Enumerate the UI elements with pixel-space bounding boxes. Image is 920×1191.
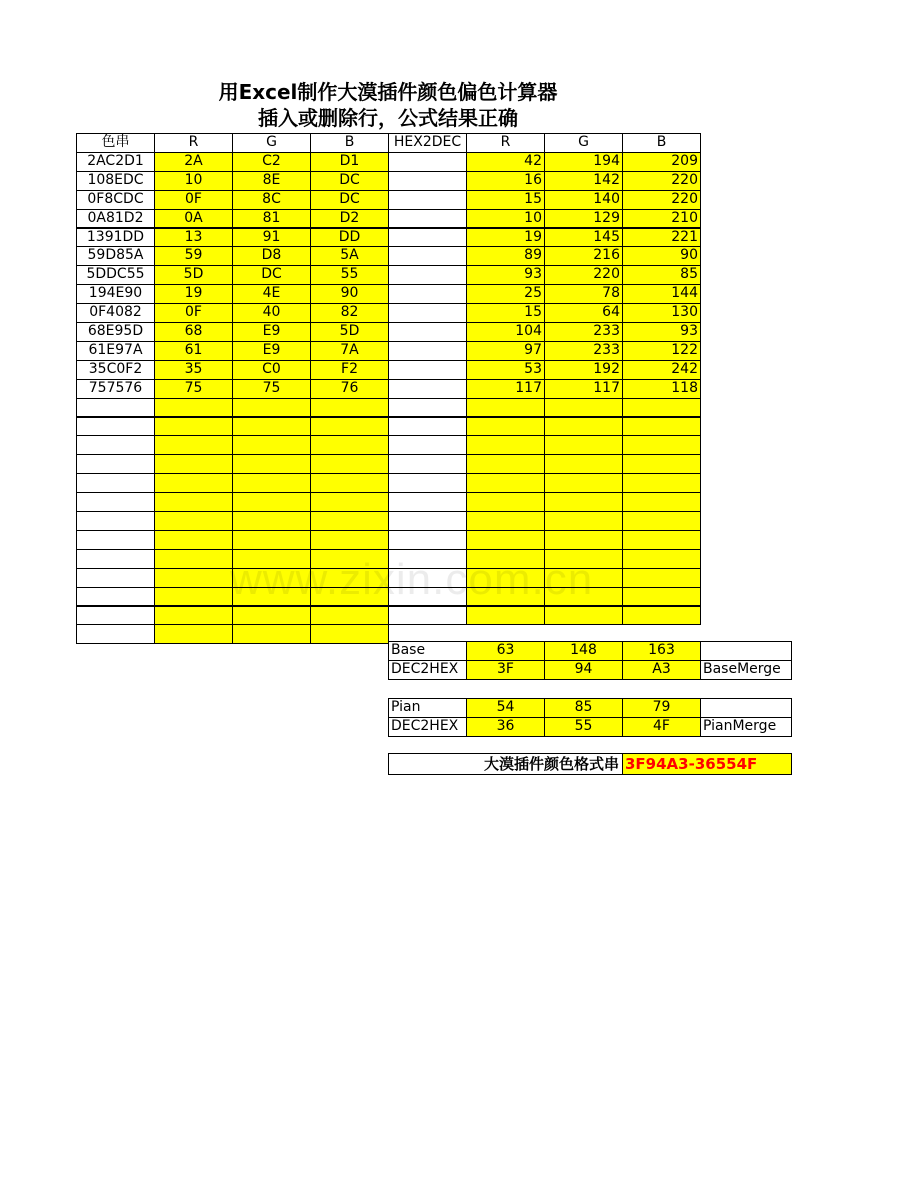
summary-g[interactable]: 148: [544, 641, 623, 661]
hex2dec-cell[interactable]: [388, 190, 467, 210]
dec-b-cell[interactable]: 144: [622, 284, 701, 304]
hex-b-cell[interactable]: DC: [310, 171, 389, 191]
empty-dec-r-cell[interactable]: [466, 454, 545, 474]
hex-b-cell[interactable]: F2: [310, 360, 389, 380]
hex-r-cell[interactable]: 19: [154, 284, 233, 304]
hex-r-cell[interactable]: 10: [154, 171, 233, 191]
hex-g-cell[interactable]: DC: [232, 265, 311, 285]
empty-hex-r-cell[interactable]: [154, 568, 233, 588]
hex-g-cell[interactable]: E9: [232, 322, 311, 342]
hex2dec-cell[interactable]: [388, 265, 467, 285]
dec-b-cell[interactable]: 242: [622, 360, 701, 380]
dec-g-cell[interactable]: 233: [544, 322, 623, 342]
empty-hex-g-cell[interactable]: [232, 417, 311, 437]
hex2dec-cell[interactable]: [388, 246, 467, 266]
empty-dec-r-cell[interactable]: [466, 511, 545, 531]
dec-r-cell[interactable]: 89: [466, 246, 545, 266]
hex-r-cell[interactable]: 75: [154, 379, 233, 399]
dec-r-cell[interactable]: 97: [466, 341, 545, 361]
dec-b-cell[interactable]: 90: [622, 246, 701, 266]
hex2dec-cell[interactable]: [388, 341, 467, 361]
summary-r[interactable]: 54: [466, 698, 545, 718]
empty-hex-g-cell[interactable]: [232, 606, 311, 626]
summary-g[interactable]: 55: [544, 717, 623, 737]
hex-r-cell[interactable]: 13: [154, 228, 233, 248]
empty-hex-r-cell[interactable]: [154, 454, 233, 474]
watermark: www.zixin.com.cn: [230, 555, 594, 604]
empty-hex-b-cell[interactable]: [310, 417, 389, 437]
dec-r-cell[interactable]: 16: [466, 171, 545, 191]
empty-color-string-cell[interactable]: [76, 587, 155, 607]
color-string-cell[interactable]: 5DDC55: [76, 265, 155, 285]
color-string-cell[interactable]: 59D85A: [76, 246, 155, 266]
dec-b-cell[interactable]: 210: [622, 209, 701, 229]
color-string-cell[interactable]: 68E95D: [76, 322, 155, 342]
summary-b[interactable]: 163: [622, 641, 701, 661]
empty-color-string-cell[interactable]: [76, 624, 155, 644]
summary-blank[interactable]: [700, 698, 792, 718]
empty-hex2dec-cell[interactable]: [388, 473, 467, 493]
dec-r-cell[interactable]: 15: [466, 190, 545, 210]
empty-dec-r-cell[interactable]: [466, 398, 545, 418]
hex-g-cell[interactable]: E9: [232, 341, 311, 361]
hex2dec-cell[interactable]: [388, 360, 467, 380]
empty-hex-g-cell[interactable]: [232, 511, 311, 531]
empty-dec-b-cell[interactable]: [622, 530, 701, 550]
hex-g-cell[interactable]: 8E: [232, 171, 311, 191]
summary-b[interactable]: 79: [622, 698, 701, 718]
empty-hex-g-cell[interactable]: [232, 454, 311, 474]
hex-r-cell[interactable]: 35: [154, 360, 233, 380]
empty-hex-r-cell[interactable]: [154, 435, 233, 455]
hex-b-cell[interactable]: 82: [310, 303, 389, 323]
color-string-cell[interactable]: 194E90: [76, 284, 155, 304]
hex2dec-cell[interactable]: [388, 379, 467, 399]
summary-r[interactable]: 63: [466, 641, 545, 661]
color-string-cell[interactable]: 0A81D2: [76, 209, 155, 229]
empty-dec-r-cell[interactable]: [466, 473, 545, 493]
empty-dec-r-cell[interactable]: [466, 492, 545, 512]
empty-hex-b-cell[interactable]: [310, 530, 389, 550]
color-string-cell[interactable]: 35C0F2: [76, 360, 155, 380]
dec-b-cell[interactable]: 118: [622, 379, 701, 399]
color-string-cell[interactable]: 0F8CDC: [76, 190, 155, 210]
dec-r-cell[interactable]: 15: [466, 303, 545, 323]
empty-hex-r-cell[interactable]: [154, 492, 233, 512]
hex-b-cell[interactable]: DC: [310, 190, 389, 210]
empty-dec-r-cell[interactable]: [466, 606, 545, 626]
hex-g-cell[interactable]: 91: [232, 228, 311, 248]
dec-g-cell[interactable]: 142: [544, 171, 623, 191]
empty-hex-b-cell[interactable]: [310, 454, 389, 474]
empty-dec-b-cell[interactable]: [622, 473, 701, 493]
empty-dec-g-cell[interactable]: [544, 417, 623, 437]
hex-g-cell[interactable]: D8: [232, 246, 311, 266]
empty-dec-b-cell[interactable]: [622, 511, 701, 531]
color-string-cell[interactable]: 1391DD: [76, 228, 155, 248]
dec-b-cell[interactable]: 220: [622, 171, 701, 191]
dec-b-cell[interactable]: 93: [622, 322, 701, 342]
dec-g-cell[interactable]: 129: [544, 209, 623, 229]
empty-dec-b-cell[interactable]: [622, 398, 701, 418]
hex-r-cell[interactable]: 5D: [154, 265, 233, 285]
dec-r-cell[interactable]: 104: [466, 322, 545, 342]
dec-g-cell[interactable]: 145: [544, 228, 623, 248]
empty-dec-g-cell[interactable]: [544, 454, 623, 474]
hex2dec-cell[interactable]: [388, 152, 467, 172]
hex-r-cell[interactable]: 0F: [154, 303, 233, 323]
empty-dec-g-cell[interactable]: [544, 398, 623, 418]
empty-hex-g-cell[interactable]: [232, 398, 311, 418]
dec-g-cell[interactable]: 64: [544, 303, 623, 323]
empty-hex-r-cell[interactable]: [154, 606, 233, 626]
dec-b-cell[interactable]: 221: [622, 228, 701, 248]
summary-blank[interactable]: [700, 641, 792, 661]
empty-hex-b-cell[interactable]: [310, 606, 389, 626]
hex2dec-cell[interactable]: [388, 171, 467, 191]
empty-hex-b-cell[interactable]: [310, 624, 389, 644]
hex-b-cell[interactable]: 90: [310, 284, 389, 304]
empty-color-string-cell[interactable]: [76, 398, 155, 418]
empty-color-string-cell[interactable]: [76, 511, 155, 531]
empty-dec-b-cell[interactable]: [622, 549, 701, 569]
summary-label[interactable]: DEC2HEX: [388, 660, 467, 680]
hex-r-cell[interactable]: 0F: [154, 190, 233, 210]
empty-color-string-cell[interactable]: [76, 492, 155, 512]
hex-b-cell[interactable]: D2: [310, 209, 389, 229]
empty-hex-b-cell[interactable]: [310, 435, 389, 455]
dec-r-cell[interactable]: 25: [466, 284, 545, 304]
dec-b-cell[interactable]: 130: [622, 303, 701, 323]
color-string-cell[interactable]: 61E97A: [76, 341, 155, 361]
empty-hex-r-cell[interactable]: [154, 511, 233, 531]
dec-r-cell[interactable]: 117: [466, 379, 545, 399]
empty-hex2dec-cell[interactable]: [388, 530, 467, 550]
hex-b-cell[interactable]: 5A: [310, 246, 389, 266]
empty-hex2dec-cell[interactable]: [388, 492, 467, 512]
dec-b-cell[interactable]: 209: [622, 152, 701, 172]
header-hex-b[interactable]: B: [310, 133, 389, 153]
color-string-cell[interactable]: 108EDC: [76, 171, 155, 191]
dec-g-cell[interactable]: 233: [544, 341, 623, 361]
header-dec-r[interactable]: R: [466, 133, 545, 153]
hex-b-cell[interactable]: DD: [310, 228, 389, 248]
empty-hex-b-cell[interactable]: [310, 492, 389, 512]
empty-dec-g-cell[interactable]: [544, 435, 623, 455]
empty-dec-b-cell[interactable]: [622, 492, 701, 512]
empty-dec-b-cell[interactable]: [622, 587, 701, 607]
color-string-cell[interactable]: 0F4082: [76, 303, 155, 323]
dec-b-cell[interactable]: 85: [622, 265, 701, 285]
summary-r[interactable]: 3F: [466, 660, 545, 680]
hex-g-cell[interactable]: 4E: [232, 284, 311, 304]
empty-color-string-cell[interactable]: [76, 530, 155, 550]
empty-hex2dec-cell[interactable]: [388, 398, 467, 418]
empty-dec-b-cell[interactable]: [622, 454, 701, 474]
hex-b-cell[interactable]: D1: [310, 152, 389, 172]
hex2dec-cell[interactable]: [388, 322, 467, 342]
hex-b-cell[interactable]: 76: [310, 379, 389, 399]
empty-dec-b-cell[interactable]: [622, 606, 701, 626]
hex-g-cell[interactable]: 8C: [232, 190, 311, 210]
dec-g-cell[interactable]: 216: [544, 246, 623, 266]
merge-label[interactable]: BaseMerge: [700, 660, 792, 680]
hex-r-cell[interactable]: 59: [154, 246, 233, 266]
merge-label[interactable]: PianMerge: [700, 717, 792, 737]
empty-dec-b-cell[interactable]: [622, 417, 701, 437]
empty-hex-g-cell[interactable]: [232, 624, 311, 644]
empty-dec-b-cell[interactable]: [622, 568, 701, 588]
dec-b-cell[interactable]: 220: [622, 190, 701, 210]
dec-r-cell[interactable]: 19: [466, 228, 545, 248]
empty-hex2dec-cell[interactable]: [388, 511, 467, 531]
empty-dec-g-cell[interactable]: [544, 511, 623, 531]
hex-r-cell[interactable]: 0A: [154, 209, 233, 229]
empty-color-string-cell[interactable]: [76, 454, 155, 474]
color-string-cell[interactable]: 2AC2D1: [76, 152, 155, 172]
sheet-title: 用Excel制作大漠插件颜色偏色计算器: [218, 80, 558, 104]
empty-dec-g-cell[interactable]: [544, 473, 623, 493]
hex-r-cell[interactable]: 2A: [154, 152, 233, 172]
dec-r-cell[interactable]: 93: [466, 265, 545, 285]
empty-hex-r-cell[interactable]: [154, 473, 233, 493]
empty-hex-g-cell[interactable]: [232, 473, 311, 493]
empty-hex-r-cell[interactable]: [154, 549, 233, 569]
empty-hex-g-cell[interactable]: [232, 492, 311, 512]
hex2dec-cell[interactable]: [388, 284, 467, 304]
summary-g[interactable]: 94: [544, 660, 623, 680]
empty-hex-b-cell[interactable]: [310, 473, 389, 493]
hex-r-cell[interactable]: 68: [154, 322, 233, 342]
header-color-string[interactable]: 色串: [76, 133, 155, 153]
empty-color-string-cell[interactable]: [76, 435, 155, 455]
empty-color-string-cell[interactable]: [76, 473, 155, 493]
empty-hex2dec-cell[interactable]: [388, 454, 467, 474]
empty-color-string-cell[interactable]: [76, 606, 155, 626]
empty-hex2dec-cell[interactable]: [388, 435, 467, 455]
empty-dec-g-cell[interactable]: [544, 492, 623, 512]
dec-r-cell[interactable]: 53: [466, 360, 545, 380]
empty-hex-r-cell[interactable]: [154, 587, 233, 607]
summary-label[interactable]: Pian: [388, 698, 467, 718]
hex-g-cell[interactable]: 81: [232, 209, 311, 229]
hex-r-cell[interactable]: 61: [154, 341, 233, 361]
header-hex2dec[interactable]: HEX2DEC: [388, 133, 467, 153]
empty-dec-r-cell[interactable]: [466, 435, 545, 455]
dec-g-cell[interactable]: 117: [544, 379, 623, 399]
header-hex-g[interactable]: G: [232, 133, 311, 153]
empty-hex-r-cell[interactable]: [154, 398, 233, 418]
dec-g-cell[interactable]: 192: [544, 360, 623, 380]
header-dec-g[interactable]: G: [544, 133, 623, 153]
empty-hex2dec-cell[interactable]: [388, 417, 467, 437]
hex-b-cell[interactable]: 5D: [310, 322, 389, 342]
hex2dec-cell[interactable]: [388, 228, 467, 248]
hex-g-cell[interactable]: 40: [232, 303, 311, 323]
summary-g[interactable]: 85: [544, 698, 623, 718]
dec-g-cell[interactable]: 220: [544, 265, 623, 285]
empty-hex2dec-cell[interactable]: [388, 606, 467, 626]
empty-dec-r-cell[interactable]: [466, 417, 545, 437]
dec-r-cell[interactable]: 10: [466, 209, 545, 229]
hex-g-cell[interactable]: C2: [232, 152, 311, 172]
summary-label[interactable]: DEC2HEX: [388, 717, 467, 737]
empty-hex-g-cell[interactable]: [232, 530, 311, 550]
empty-hex-b-cell[interactable]: [310, 398, 389, 418]
empty-color-string-cell[interactable]: [76, 549, 155, 569]
empty-hex-r-cell[interactable]: [154, 530, 233, 550]
dec-g-cell[interactable]: 140: [544, 190, 623, 210]
empty-color-string-cell[interactable]: [76, 417, 155, 437]
hex-b-cell[interactable]: 55: [310, 265, 389, 285]
summary-b[interactable]: A3: [622, 660, 701, 680]
header-hex-r[interactable]: R: [154, 133, 233, 153]
empty-dec-b-cell[interactable]: [622, 435, 701, 455]
summary-r[interactable]: 36: [466, 717, 545, 737]
hex2dec-cell[interactable]: [388, 303, 467, 323]
empty-dec-g-cell[interactable]: [544, 530, 623, 550]
color-string-cell[interactable]: 757576: [76, 379, 155, 399]
header-dec-b[interactable]: B: [622, 133, 701, 153]
dec-r-cell[interactable]: 42: [466, 152, 545, 172]
empty-hex-g-cell[interactable]: [232, 435, 311, 455]
sheet-subtitle: 插入或删除行，公式结果正确: [258, 106, 518, 130]
hex-g-cell[interactable]: 75: [232, 379, 311, 399]
empty-dec-r-cell[interactable]: [466, 530, 545, 550]
hex-g-cell[interactable]: C0: [232, 360, 311, 380]
hex2dec-cell[interactable]: [388, 209, 467, 229]
result-label: 大漠插件颜色格式串: [388, 753, 623, 775]
empty-hex-r-cell[interactable]: [154, 417, 233, 437]
dec-g-cell[interactable]: 78: [544, 284, 623, 304]
empty-color-string-cell[interactable]: [76, 568, 155, 588]
empty-hex-b-cell[interactable]: [310, 511, 389, 531]
empty-dec-g-cell[interactable]: [544, 606, 623, 626]
dec-b-cell[interactable]: 122: [622, 341, 701, 361]
result-value-cell[interactable]: 3F94A3-36554F: [622, 753, 792, 775]
summary-label[interactable]: Base: [388, 641, 467, 661]
summary-b[interactable]: 4F: [622, 717, 701, 737]
empty-hex-r-cell[interactable]: [154, 624, 233, 644]
dec-g-cell[interactable]: 194: [544, 152, 623, 172]
hex-b-cell[interactable]: 7A: [310, 341, 389, 361]
